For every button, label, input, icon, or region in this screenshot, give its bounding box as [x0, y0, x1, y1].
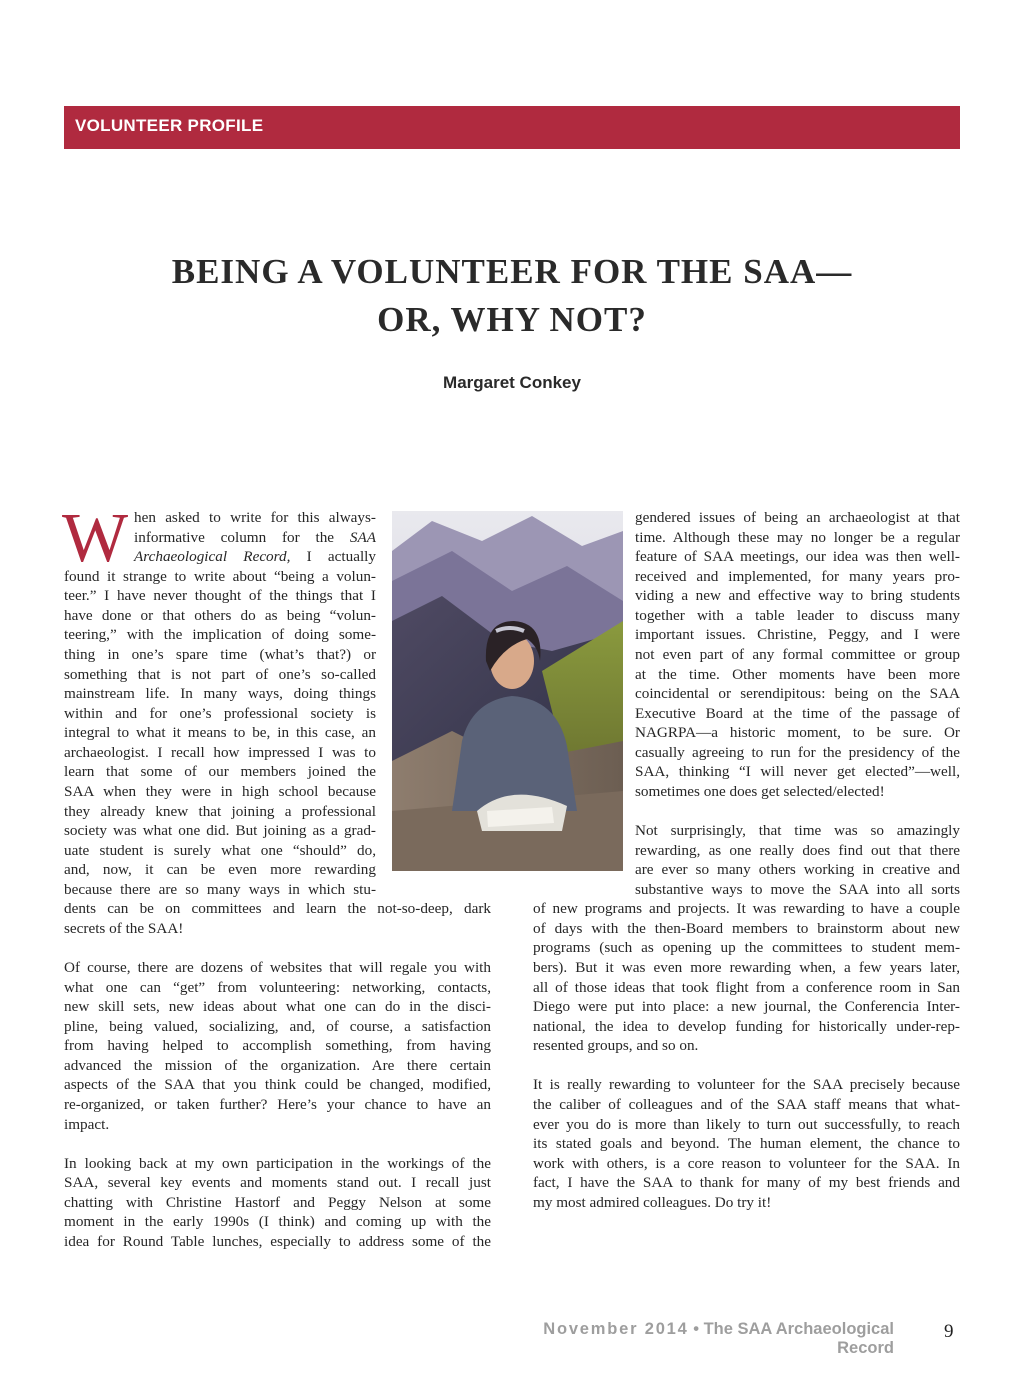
body-text-line: national, the idea to develop funding for historically under-rep- — [533, 1018, 960, 1035]
body-text-line: my most admired colleagues. Do try it! — [533, 1194, 772, 1211]
body-text-line: because there are so many ways in which stu- — [64, 881, 376, 898]
body-text-line: sometimes one does get selected/elected! — [635, 783, 885, 800]
body-text-line: of days with the then-Board members to brainstorm about new — [533, 920, 960, 937]
body-text-line: In looking back at my own participation in the workings of the — [64, 1155, 491, 1172]
body-text-line: are ever so many others working in creative and — [635, 861, 960, 878]
page-footer — [500, 1320, 894, 1358]
drop-cap: W — [62, 500, 129, 577]
page-number: 9 — [944, 1321, 954, 1342]
body-text-line: coincidental or serendipitous: being on the SAA — [635, 685, 960, 702]
body-text-line: from having helped to accomplish something, from having — [64, 1037, 491, 1054]
body-text-line: re-organized, or taken further? Here’s your chance to have an — [64, 1096, 491, 1113]
body-text-line: all of those ideas that took flight from a conference room in San — [533, 979, 960, 996]
body-text-line: It is really rewarding to volunteer for the SAA precisely because — [533, 1076, 960, 1093]
body-text-line: something that is not part of one’s so-called — [64, 666, 376, 683]
body-text-line: not even part of any formal committee or group — [635, 646, 960, 663]
body-text-line: found it strange to write about “being a volun- — [64, 568, 376, 585]
body-text-line: time. Although these may no longer be a regular — [635, 529, 960, 546]
body-text-line: dents can be on committees and learn the not-so-deep, dark — [64, 900, 491, 917]
body-text-line: Diego were put into place: a new journal, the Conferencia Inter- — [533, 998, 960, 1015]
footer-bullet: • — [693, 1320, 699, 1338]
body-text-line: aspects of the SAA that you think could be changed, modified, — [64, 1076, 491, 1093]
body-text-line: informative column for the SAA — [134, 529, 377, 546]
body-text-line: programs (such as opening up the committees to student mem- — [533, 939, 960, 956]
body-text-line: idea for Round Table lunches, especially to address some of the — [64, 1233, 491, 1250]
article-photo — [392, 511, 623, 871]
body-text-line: fact, I have the SAA to thank for many of my best friends and — [533, 1174, 960, 1191]
article-title-line-1: BEING A VOLUNTEER FOR THE SAA— — [171, 252, 853, 291]
section-banner — [64, 106, 960, 149]
body-text-line: Not surprisingly, that time was so amazingly — [635, 822, 960, 839]
body-text-line: and, now, it can be even more rewarding — [64, 861, 376, 878]
body-text-line: SAA, several key events and moments stand out. I recall just — [64, 1174, 491, 1191]
body-text-line: pline, being valued, socializing, and, of course, a satisfaction — [64, 1018, 491, 1035]
body-text-line: rewarding, as one really does find out that there — [635, 842, 960, 859]
body-text-line: integral to what it means to be, in this case, an — [64, 724, 376, 741]
body-text-line: work with others, is a core reason to volunteer for the SAA. In — [533, 1155, 960, 1172]
footer-journal-name: The SAA Archaeological Record — [703, 1320, 894, 1357]
body-text-line: received and implemented, for many years pro- — [635, 568, 960, 585]
body-text-line: have done or that others do as being “volun- — [64, 607, 376, 624]
body-text-line: teering,” with the implication of doing some- — [64, 626, 376, 643]
body-text-line: teer.” I have never thought of the things that I — [64, 587, 376, 604]
body-text-line: important issues. Christine, Peggy, and I were — [635, 626, 960, 643]
author-name: Margaret Conkey — [443, 373, 581, 392]
body-text-line: what one can “get” from volunteering: networking, contacts, — [64, 979, 491, 996]
body-text-line: impact. — [64, 1116, 110, 1133]
body-text-line: Of course, there are dozens of websites that will regale you with — [64, 959, 491, 976]
body-text-line: they already knew that joining a professional — [64, 803, 376, 820]
body-text-line: hen asked to write for this always- — [134, 509, 376, 526]
body-text-line: feature of SAA meetings, our idea was then well- — [635, 548, 960, 565]
body-text-line: advanced the mission of the organization. Are there certain — [64, 1057, 491, 1074]
body-text-line: moment in the early 1990s (I think) and coming up with the — [64, 1213, 491, 1230]
body-text-line: resented groups, and so on. — [533, 1037, 699, 1054]
body-text-line: new skill sets, new ideas about what one can do in the disci- — [64, 998, 491, 1015]
body-text-line: NAGRPA—a historic moment, to be sure. Or — [635, 724, 960, 741]
body-text-line: Executive Board at the time of the passage of — [635, 705, 960, 722]
body-text-line: Archaeological Record, I actually — [134, 548, 376, 565]
body-text-line: SAA, thinking “I will never get elected”—well, — [635, 763, 960, 780]
article-title-line-2: OR, WHY NOT? — [377, 300, 647, 339]
body-text-line: secrets of the SAA! — [64, 920, 184, 937]
body-text-line: at the time. Other moments have been more — [635, 666, 960, 683]
body-text-line: its stated goals and beyond. The human element, the chance to — [533, 1135, 960, 1152]
body-text-line: ever you do is more than likely to turn out successfully, to reach — [533, 1116, 960, 1133]
footer-issue-date: November 2014 — [543, 1320, 689, 1338]
body-text-line: uate student is surely what one “should” do, — [64, 842, 376, 859]
body-text-line: bers). But it was even more rewarding when, a few years later, — [533, 959, 960, 976]
body-text-line: society was what one did. But joining as a grad- — [64, 822, 376, 839]
body-text-line: the caliber of colleagues and of the SAA staff means that what- — [533, 1096, 960, 1113]
body-text-line: of new programs and projects. It was rewarding to have a couple — [533, 900, 960, 917]
body-text-line: archaeologist. I recall how impressed I was to — [64, 744, 376, 761]
body-text-line: together with a table leader to discuss many — [635, 607, 960, 624]
body-text-line: within and for one’s professional society is — [64, 705, 376, 722]
body-text-line: mainstream life. In many ways, doing things — [64, 685, 376, 702]
body-text-line: thing in one’s spare time (what’s that?) or — [64, 646, 376, 663]
body-text-line: substantive ways to move the SAA into all sorts — [635, 881, 960, 898]
section-label: VOLUNTEER PROFILE — [75, 116, 264, 135]
body-text-line: casually agreeing to run for the presidency of the — [635, 744, 960, 761]
body-text-line: gendered issues of being an archaeologist at that — [635, 509, 960, 526]
body-text-line: chatting with Christine Hastorf and Peggy Nelson at some — [64, 1194, 491, 1211]
body-text-line: learn that some of our members joined the — [64, 763, 376, 780]
body-text-line: viding a new and effective way to bring students — [635, 587, 960, 604]
body-text-line: SAA when they were in high school because — [64, 783, 376, 800]
